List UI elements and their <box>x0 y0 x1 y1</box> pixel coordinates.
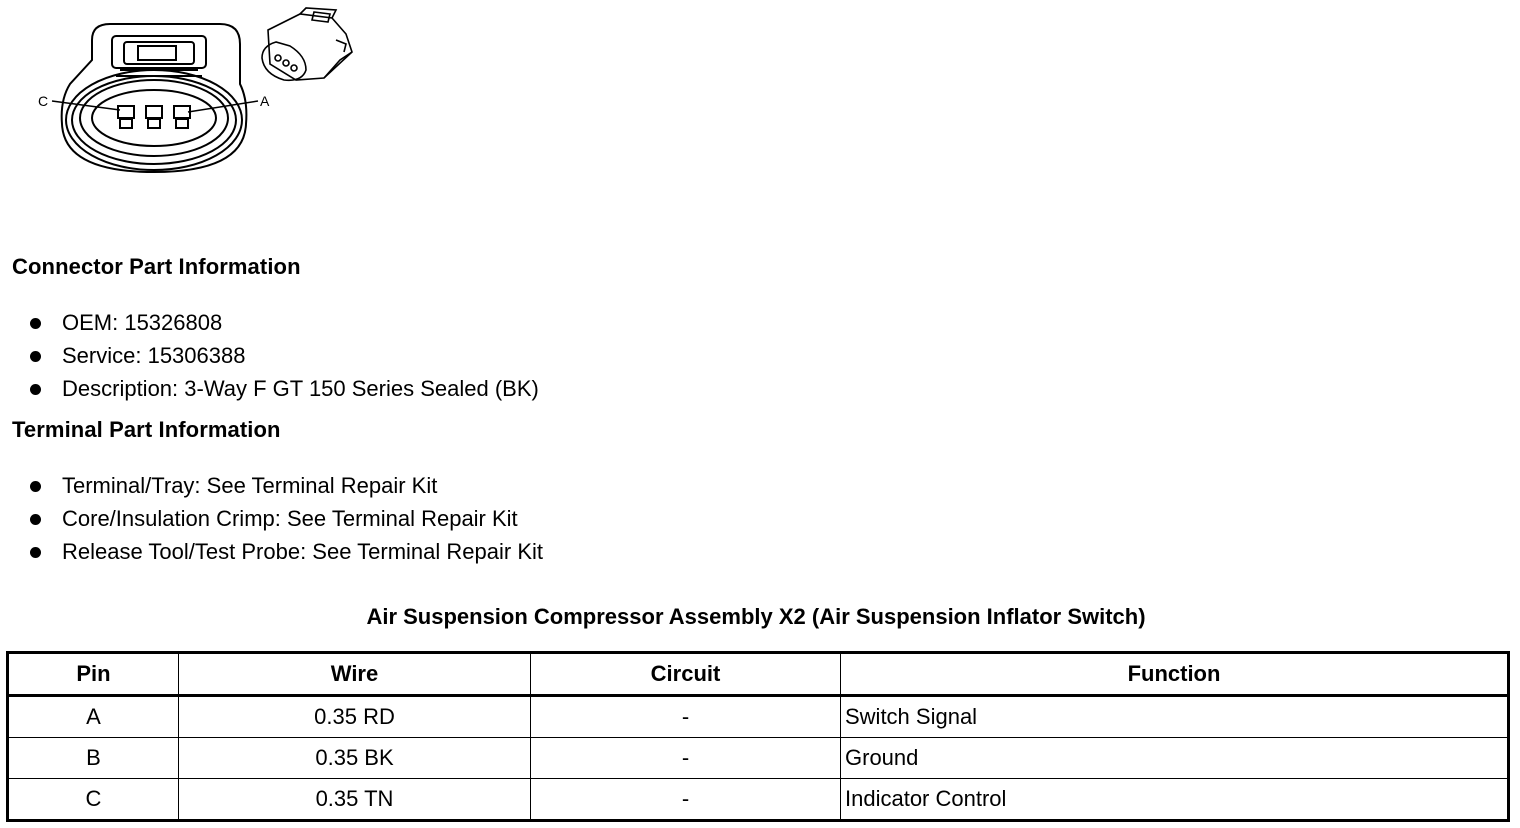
list-item: Service: 15306388 <box>24 339 539 372</box>
cell-pin: B <box>8 738 179 779</box>
cell-wire: 0.35 BK <box>179 738 531 779</box>
table-row <box>8 779 1509 821</box>
pinout-table-title: Air Suspension Compressor Assembly X2 (Air Suspension Inflator Switch) <box>366 604 1146 629</box>
cell-pin: C <box>8 779 179 821</box>
header-function: Function <box>841 653 1509 696</box>
bullet-icon <box>30 481 41 492</box>
callout-label-c: C <box>38 93 49 109</box>
terminal-part-heading: Terminal Part Information <box>12 417 281 442</box>
table-row <box>8 738 1509 779</box>
cell-function: Indicator Control <box>841 779 1509 821</box>
table-header-row <box>8 653 1509 696</box>
list-item: Core/Insulation Crimp: See Terminal Repair Kit <box>24 502 543 535</box>
list-item: OEM: 15326808 <box>24 306 539 339</box>
bullet-icon <box>30 547 41 558</box>
cell-circuit: - <box>531 779 841 821</box>
cell-wire: 0.35 TN <box>179 779 531 821</box>
cell-function: Ground <box>841 738 1509 779</box>
list-item: Terminal/Tray: See Terminal Repair Kit <box>24 469 543 502</box>
cell-pin: A <box>8 696 179 738</box>
bullet-icon <box>30 514 41 525</box>
bullet-icon <box>30 318 41 329</box>
connector-part-heading: Connector Part Information <box>12 254 301 279</box>
header-circuit: Circuit <box>531 653 841 696</box>
callout-label-a: A <box>260 93 270 109</box>
table-row <box>8 696 1509 738</box>
connector-part-list <box>24 306 539 405</box>
list-item: Description: 3-Way F GT 150 Series Sealed (BK) <box>24 372 539 405</box>
cell-wire: 0.35 RD <box>179 696 531 738</box>
pinout-table <box>6 651 1510 822</box>
cell-circuit: - <box>531 738 841 779</box>
list-item: Release Tool/Test Probe: See Terminal Repair Kit <box>24 535 543 568</box>
cell-circuit: - <box>531 696 841 738</box>
terminal-part-list <box>24 469 543 568</box>
header-wire: Wire <box>179 653 531 696</box>
connector-diagram <box>0 0 380 190</box>
connector-perspective-icon <box>262 8 352 80</box>
header-pin: Pin <box>8 653 179 696</box>
bullet-icon <box>30 384 41 395</box>
cell-function: Switch Signal <box>841 696 1509 738</box>
bullet-icon <box>30 351 41 362</box>
